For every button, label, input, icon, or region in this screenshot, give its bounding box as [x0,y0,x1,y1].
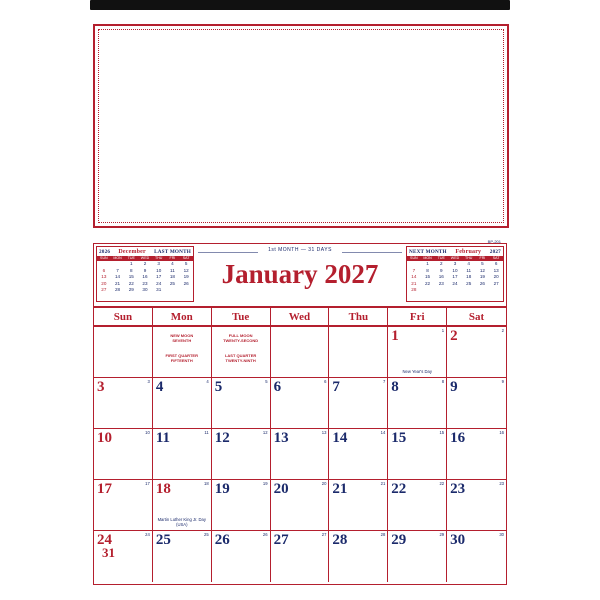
day-cell[interactable] [153,531,212,582]
day-number: 16 [450,430,466,446]
holiday-note: Martin Luther King Jr. Day (USA) [157,517,206,527]
mini-day-cell: 6 [102,267,106,273]
day-cell[interactable] [94,378,153,429]
day-cell[interactable] [94,327,153,378]
moon-phase-name: LAST QUARTER [224,353,257,358]
mini-prev-note: LAST MONTH [154,248,191,255]
mini-day-cell: 26 [479,280,485,286]
month-title-block [198,244,402,306]
julian-day-number: 15 [439,430,445,435]
julian-day-number: 4 [206,379,209,384]
mini-dow-cell: THU [155,256,163,260]
mini-next-note: NEXT MONTH [409,248,447,255]
day-number: 29 [391,532,407,548]
julian-day-number: 16 [499,430,504,435]
mini-day-cell: 18 [169,274,175,279]
julian-day-number: 7 [382,379,386,384]
mini-prev-year: 2026 [99,248,111,255]
mini-day-cell: 21 [411,280,417,286]
julian-day-number: 19 [262,481,268,486]
julian-day-number: 30 [499,532,504,537]
weekday-wed: Wed [271,308,330,325]
mini-day-cell [421,287,435,294]
day-cell[interactable] [271,480,330,531]
mini-day-cell: 1 [426,261,429,266]
day-number: 1 [391,328,399,344]
mini-day-cell: 18 [466,274,472,279]
julian-day-number: 2 [501,328,504,333]
mini-day-cell: 22 [128,280,134,286]
day-cell[interactable] [212,531,271,582]
mini-dow-cell: SUN [100,256,108,260]
mini-day-cell: 13 [101,274,107,279]
julian-day-number: 1 [441,328,445,333]
day-number: 19 [214,481,230,497]
julian-day-number: 26 [262,532,268,537]
mini-day-cell: 29 [128,287,134,292]
mini-day-cell: 27 [101,287,107,292]
mini-day-cell: 25 [169,280,175,286]
mini-calendar-next-head [407,247,503,256]
mini-day-cell [476,287,490,294]
mini-day-cell: 11 [170,267,175,273]
julian-day-number: 24 [145,532,150,537]
julian-day-number: 12 [262,430,268,435]
moon-phase [212,353,270,364]
day-cell[interactable] [212,480,271,531]
day-cell[interactable] [212,429,271,480]
day-cell[interactable] [271,429,330,480]
weekday-sat: Sat [468,310,485,323]
mini-day-cell: 23 [142,280,148,286]
month-meta: 1st MONTH — 31 DAYS [268,247,332,253]
day-number: 14 [332,430,348,446]
mini-day-cell: 24 [156,280,162,286]
holiday-note: New Year's Day [402,369,432,374]
mini-day-cell: 19 [183,274,189,279]
calendar-header [94,239,506,308]
julian-day-number: 22 [439,481,445,486]
day-cell[interactable] [212,327,271,378]
julian-day-number: 5 [265,379,268,384]
julian-day-number: 23 [499,481,504,486]
day-cell[interactable] [153,480,212,531]
mini-day-cell: 27 [493,280,499,286]
mini-prev-month: December [118,248,146,255]
day-cell[interactable] [388,429,447,480]
mini-day-cell: 17 [156,274,162,279]
day-cell[interactable] [447,480,506,531]
day-cell[interactable] [388,480,447,531]
mini-day-cell: 7 [412,267,416,273]
mini-day-cell: 12 [479,267,485,273]
mini-day-cell: 13 [493,267,499,273]
mini-day-cell: 20 [101,280,107,286]
day-number: 20 [273,481,289,497]
julian-day-number: 29 [439,532,445,537]
mini-day-cell: 8 [426,267,429,273]
julian-day-number: 18 [204,481,209,486]
weekday-fri: Fri [388,308,447,325]
day-cell[interactable] [94,531,153,582]
mini-day-cell: 31 [156,287,162,292]
mini-day-cell [489,287,503,294]
mini-dow-cell: FRI [169,256,176,260]
mini-day-cell: 19 [479,274,485,279]
day-cell[interactable] [271,327,330,378]
day-number: 7 [332,379,340,395]
mini-day-cell [434,287,448,294]
mini-day-cell: 14 [411,274,417,279]
moon-phase [212,333,270,344]
mini-day-cell: 4 [171,261,174,266]
moon-phase-day: TWENTY-SECOND [223,338,259,344]
day-cell[interactable] [153,327,212,378]
julian-day-number: 11 [204,430,209,435]
day-number: 30 [450,532,466,548]
mini-day-cell: 16 [438,274,444,279]
day-number: 17 [97,481,112,497]
day-number: 12 [214,430,230,446]
weekday-thu: Thu [329,308,388,325]
day-cell[interactable] [94,480,153,531]
moon-phase [153,353,211,364]
mini-dow-cell: THU [465,256,473,260]
mini-day-cell: 23 [438,280,444,286]
day-number: 6 [273,379,282,395]
mini-calendar-previous-head [97,247,193,256]
mini-day-cell [462,287,476,294]
weekday-mon: Mon [153,308,212,325]
sheet-code: BP-201 [487,239,501,244]
day-cell[interactable] [329,531,388,582]
mini-day-cell: 8 [130,267,133,273]
mini-dow-cell: WED [140,256,150,260]
mini-dow-cell: TUE [127,256,135,260]
day-number: 15 [391,430,407,446]
mini-day-cell: 15 [425,274,431,279]
mini-day-cell: 7 [116,267,119,273]
mini-dow-cell: SAT [492,256,500,260]
day-cell[interactable] [447,327,506,378]
mini-day-cell [179,287,193,294]
weekday-tue: Tue [212,308,271,325]
mini-day-cell: 30 [142,287,148,292]
day-number: 4 [155,379,164,395]
mini-day-cell [166,287,180,294]
day-number: 5 [214,379,223,395]
day-number: 27 [273,532,289,548]
day-cell[interactable] [388,378,447,429]
day-number: 13 [273,430,289,446]
mini-day-cell: 15 [128,274,134,279]
julian-day-number: 25 [204,532,209,537]
mini-day-cell: 12 [183,267,189,273]
julian-day-number: 3 [147,379,150,384]
day-number: 9 [450,379,458,395]
mini-day-cell: 4 [467,261,470,266]
moon-phase [153,333,211,344]
calendar-sheet [93,239,507,585]
mini-day-cell: 26 [183,280,189,286]
day-cell[interactable] [447,429,506,480]
moon-phase-name: FULL MOON [228,333,253,338]
day-cell[interactable] [447,531,506,582]
mini-next-grid [407,261,503,294]
mini-day-cell: 5 [481,261,484,266]
mini-prev-grid [97,261,193,294]
mini-day-cell: 17 [452,274,458,279]
day-number: 26 [214,532,230,548]
day-number: 3 [97,379,105,395]
mini-calendar-next [406,239,504,302]
month-title: January 2027 [221,259,379,289]
mini-day-cell: 16 [142,274,148,279]
mini-day-cell: 11 [466,267,472,273]
moon-phase-name: FIRST QUARTER [165,353,198,358]
julian-day-number: 28 [380,532,386,537]
mini-day-cell: 10 [452,267,458,273]
day-cell[interactable] [388,327,447,378]
mini-dow-cell: WED [450,256,460,260]
julian-day-number: 10 [145,430,150,435]
mini-next-year: 2027 [489,248,501,255]
binding-bar [90,0,510,10]
mini-day-cell: 28 [115,287,121,292]
mini-day-cell: 1 [130,261,133,266]
mini-day-cell [448,287,462,294]
mini-day-cell: 28 [411,287,417,292]
day-cell[interactable] [447,378,506,429]
day-cell[interactable] [271,531,330,582]
day-number: 8 [391,379,399,395]
day-cell[interactable] [329,429,388,480]
mini-day-cell: 6 [494,261,498,266]
weekday-sun: Sun [94,308,153,325]
mini-day-cell: 2 [440,261,443,266]
day-number: 2 [450,328,458,344]
mini-dow-cell: FRI [479,256,486,260]
day-number: 18 [155,481,171,497]
day-cell[interactable] [329,327,388,378]
mini-day-cell: 14 [115,274,121,279]
mini-day-cell: 25 [466,280,472,286]
mini-day-cell: 3 [157,261,160,266]
mini-day-cell: 2 [143,261,147,266]
moon-phase-day: SEVENTH [172,338,192,344]
weekday-header-row [94,308,506,327]
mini-day-cell: 20 [493,274,499,279]
moon-phase-day: TWENTY-NINTH [225,358,256,364]
day-cell[interactable] [94,429,153,480]
julian-day-number: 9 [501,379,504,384]
day-number: 21 [332,481,348,497]
julian-day-number: 27 [321,532,327,537]
mini-dow-cell: SUN [410,256,418,260]
day-cell[interactable] [153,378,212,429]
mini-day-cell: 24 [452,280,458,286]
mini-day-cell: 3 [453,261,457,266]
julian-day-number: 17 [145,481,150,486]
advertising-panel [93,24,509,228]
mini-day-cell: 9 [440,267,443,273]
julian-day-number: 13 [321,430,327,435]
day-number: 25 [155,532,171,548]
day-cell[interactable] [329,480,388,531]
day-number: 23 [450,481,466,497]
day-number: 28 [332,532,348,548]
mini-dow-cell: MON [423,256,432,260]
day-cell[interactable] [271,378,330,429]
day-number: 11 [155,430,171,446]
day-number: 24 [97,532,112,548]
mini-day-cell: 9 [143,267,147,273]
julian-day-number: 6 [324,379,327,384]
day-cell[interactable] [212,378,271,429]
mini-day-cell: 21 [115,280,121,286]
julian-day-number: 14 [380,430,386,435]
day-number: 22 [391,481,407,497]
day-cell[interactable] [388,531,447,582]
julian-day-number: 20 [321,481,327,486]
day-number: 10 [97,430,112,446]
day-cell[interactable] [153,429,212,480]
mini-dow-cell: MON [113,256,122,260]
mini-calendar-previous [96,246,194,302]
day-grid [94,327,506,582]
julian-day-number: 8 [441,379,445,384]
julian-day-number: 21 [380,481,386,486]
mini-dow-cell: TUE [437,256,445,260]
mini-day-cell: 22 [425,280,431,286]
moon-phase-name: NEW MOON [170,333,194,338]
mini-day-cell: 10 [156,267,162,273]
day-number-secondary: 31 [102,545,115,560]
day-cell[interactable] [329,378,388,429]
mini-dow-cell: SAT [182,256,190,260]
mini-next-month: February [455,248,482,255]
moon-phase-day: FIFTEENTH [170,358,193,364]
mini-day-cell: 5 [184,261,188,266]
